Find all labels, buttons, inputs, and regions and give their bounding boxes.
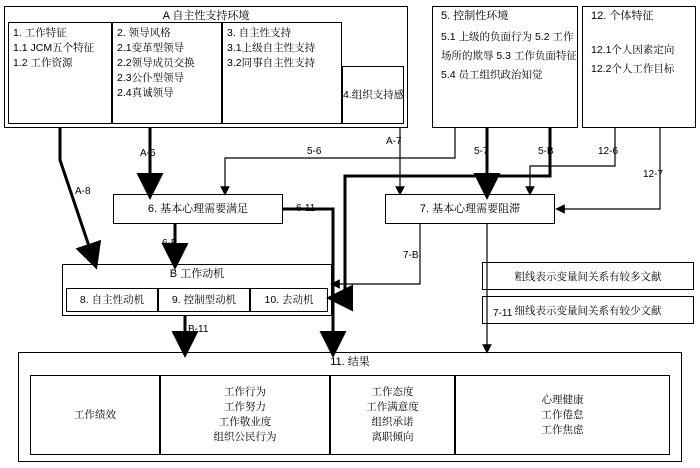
edge-label-5-7: 5-7: [474, 146, 489, 157]
cell-job-performance: 工作绩效: [30, 375, 160, 455]
cell-work-attitudes: 工作态度 工作满意度 组织承诺 离职倾向: [330, 375, 455, 455]
edge-label-a7: A-7: [386, 136, 402, 147]
box-need-satisfaction: 6. 基本心理需要满足: [113, 194, 283, 224]
cell-work-behaviors: 工作行为 工作努力 工作敬业度 组织公民行为: [160, 375, 330, 455]
group-controlling-environment-title: 5. 控制性环境: [441, 10, 509, 22]
legend-thin: [482, 296, 694, 324]
cell-autonomous-motivation: 8. 自主性动机: [66, 288, 158, 312]
edge-label-7-11: 7-11: [493, 308, 513, 319]
legend-thin-text: 细线表示变量间关系有较少文献: [514, 304, 662, 317]
edge-label-6-11: 6-11: [296, 203, 316, 214]
cell-controlled-motivation: 9. 控制型动机: [158, 288, 250, 312]
edge-label-5-6: 5-6: [307, 146, 322, 157]
cell-leadership-style: 2. 领导风格 2.1变革型领导 2.2领导成员交换 2.3公仆型领导 2.4真诚领导: [112, 22, 222, 124]
cell-wellbeing: 心理健康 工作倦怠 工作焦虑: [455, 375, 670, 455]
legend-thick-text: 粗线表示变量间关系有较多文献: [514, 270, 662, 283]
group-individual-traits-title: 12. 个体特征: [591, 10, 654, 22]
group-outcomes-title: 11. 结果: [330, 356, 370, 368]
edge-label-7-b: 7-B: [403, 250, 419, 261]
edge-label-5-b: 5-B: [538, 146, 554, 157]
group-controlling-environment: 5. 控制性环境 5.1 上级的负面行为 5.2 工作场所的欺辱 5.3 工作负面特征 5.4 员工组织政治知觉: [432, 6, 578, 128]
edge-label-12-6: 12-6: [598, 146, 619, 157]
group-individual-traits: 12. 个体特征 12.1个人因素定向 12.2个人工作目标: [582, 6, 696, 128]
group-work-motivation-title: B 工作动机: [169, 268, 225, 280]
cell-autonomy-support: 3. 自主性支持 3.1上级自主性支持 3.2同事自主性支持: [222, 22, 342, 124]
edge-label-b-11: B-11: [188, 324, 209, 335]
cell-work-characteristics: 1. 工作特征 1.1 JCM五个特征 1.2 工作资源: [8, 22, 112, 124]
group-autonomy-support-env-title: A 自主性支持环境: [162, 10, 250, 22]
legend-thick: [482, 262, 694, 290]
edge-label-a8: A-8: [75, 186, 91, 197]
edge-label-a6: A-6: [140, 148, 156, 159]
cell-amotivation: 10. 去动机: [250, 288, 328, 312]
box-need-frustration: 7. 基本心理需要阻滞: [385, 194, 555, 224]
edge-label-12-7: 12-7: [643, 169, 664, 180]
cell-organizational-support: 4.组织支持感: [342, 66, 404, 124]
edge-label-6-b: 6-B: [162, 238, 178, 249]
